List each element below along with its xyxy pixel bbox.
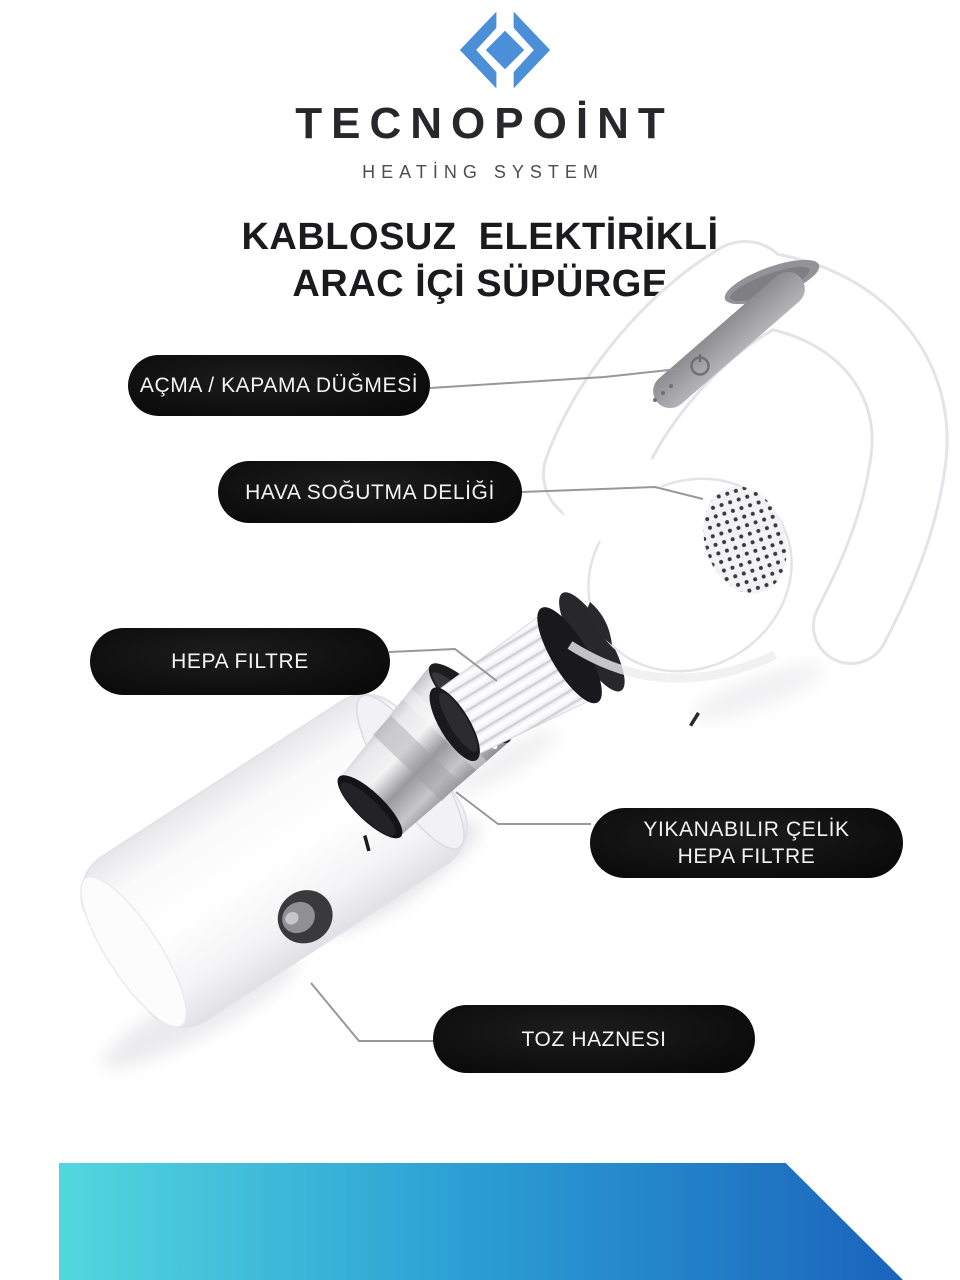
callout-air-vent bbox=[218, 461, 522, 523]
brand-name: TECNOPOİNT bbox=[295, 99, 674, 148]
callout-label: AÇMA / KAPAMA DÜĞMESİ bbox=[139, 374, 419, 397]
callout-steel-hepa-filter bbox=[590, 808, 903, 878]
brand-tagline: HEATİNG SYSTEM bbox=[362, 162, 604, 182]
leader-line-steel bbox=[456, 792, 591, 824]
headline-line-1: KABLOSUZ ELEKTİRİKLİ bbox=[241, 216, 719, 258]
callout-power-button bbox=[128, 355, 430, 416]
callout-label: HAVA SOĞUTMA DELİĞİ bbox=[245, 480, 495, 504]
callout-dust-container bbox=[433, 1005, 755, 1073]
callout-label: TOZ HAZNESI bbox=[521, 1027, 667, 1051]
callout-label: HEPA FILTRE bbox=[171, 650, 309, 673]
bottom-gradient-band bbox=[59, 1163, 903, 1280]
callout-label: YIKANABILIR ÇELİK bbox=[643, 818, 850, 841]
headline-line-2: ARAC İÇİ SÜPÜRGE bbox=[292, 263, 668, 305]
callout-label: HEPA FILTRE bbox=[677, 845, 816, 868]
leader-line-container bbox=[311, 983, 434, 1041]
callout-hepa-filter bbox=[90, 628, 390, 695]
